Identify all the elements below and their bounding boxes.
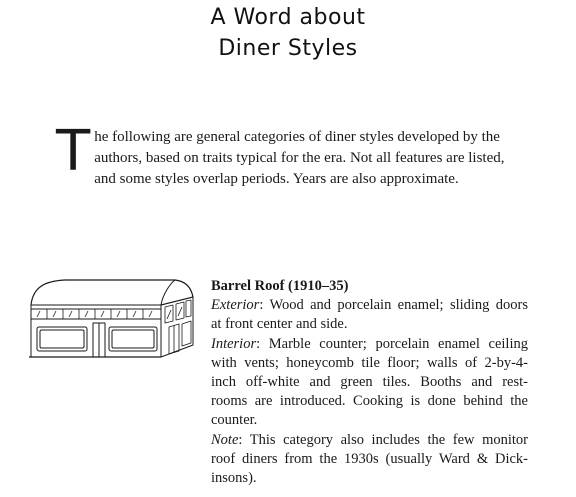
page-title-line-2: Diner Styles <box>218 36 358 61</box>
interior-line-4: rooms are introduced. Cooking is done behind the <box>211 393 528 410</box>
note-line-2: roof diners from the 1930s (usually Ward & Dick- <box>211 450 528 467</box>
exterior-line-1 <box>211 296 528 315</box>
drop-cap: T <box>56 119 91 184</box>
interior-text-1: : Marble counter; porcelain enamel ceiling <box>256 335 528 352</box>
page-title <box>0 2 576 64</box>
intro-line-3: and some styles overlap periods. Years are also approximate. <box>94 171 459 187</box>
interior-line-5: counter. <box>211 412 258 429</box>
note-line-1 <box>211 431 528 450</box>
intro-line-1: he following are general categories of diner styles developed by the <box>94 129 500 145</box>
interior-line-1 <box>211 335 528 354</box>
note-text-1: : This category also includes the few monitor <box>238 431 528 448</box>
exterior-line-2: at front center and side. <box>211 316 348 333</box>
note-label: Note <box>211 431 239 448</box>
entry-heading: Barrel Roof (1910–35) <box>211 278 349 294</box>
interior-line-2: with vents; honeycomb tile floor; walls of 2-by-4- <box>211 354 528 371</box>
page-title-line-1: A Word about <box>210 5 366 30</box>
intro-line-2: authors, based on traits typical for the era. Not all features are listed, <box>94 150 505 166</box>
interior-line-3: inch off-white and green tiles. Booths and rest- <box>211 374 528 391</box>
exterior-text-1: : Wood and porcelain enamel; sliding doors <box>259 297 528 314</box>
barrel-roof-diner-illustration <box>25 269 197 365</box>
interior-label: Interior <box>211 335 257 352</box>
exterior-label: Exterior <box>211 297 260 314</box>
note-line-3: insons). <box>211 470 257 487</box>
intro-paragraph <box>56 119 528 190</box>
barrel-roof-entry <box>211 277 528 488</box>
